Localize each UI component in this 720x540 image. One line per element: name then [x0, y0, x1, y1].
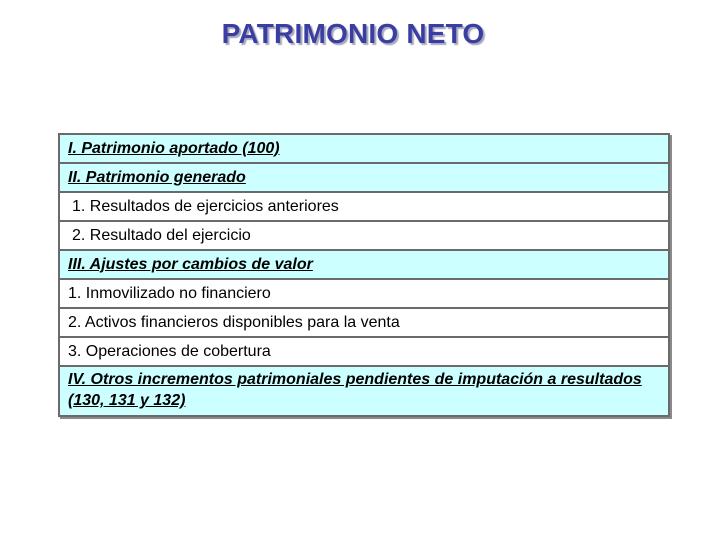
row-label: I. Patrimonio aportado (100)	[68, 139, 280, 157]
table-row-resultado-ejercicio	[60, 222, 668, 251]
row-label: 3. Operaciones de cobertura	[68, 342, 271, 360]
row-label: III. Ajustes por cambios de valor	[68, 255, 313, 273]
row-label: 1. Inmovilizado no financiero	[68, 284, 271, 302]
row-label: 2. Activos financieros disponibles para la venta	[68, 313, 400, 331]
table-row-heading-patrimonio-aportado	[60, 135, 668, 164]
table-row-heading-otros-incrementos	[60, 367, 668, 415]
table-row-operaciones-cobertura	[60, 338, 668, 367]
row-label: II. Patrimonio generado	[68, 168, 246, 186]
equity-table	[58, 133, 670, 417]
row-label: IV. Otros incrementos patrimoniales pendientes de imputación a resultados (130, 131 y 132)	[68, 371, 642, 409]
row-label: 2. Resultado del ejercicio	[72, 226, 251, 244]
row-label: 1. Resultados de ejercicios anteriores	[72, 197, 339, 215]
table-row-heading-ajustes	[60, 251, 668, 280]
table-row-activos-financieros	[60, 309, 668, 338]
table-row-resultados-anteriores	[60, 193, 668, 222]
page-title: PATRIMONIO NETO	[221, 18, 485, 49]
table-row-heading-patrimonio-generado	[60, 164, 668, 193]
table-row-inmovilizado	[60, 280, 668, 309]
